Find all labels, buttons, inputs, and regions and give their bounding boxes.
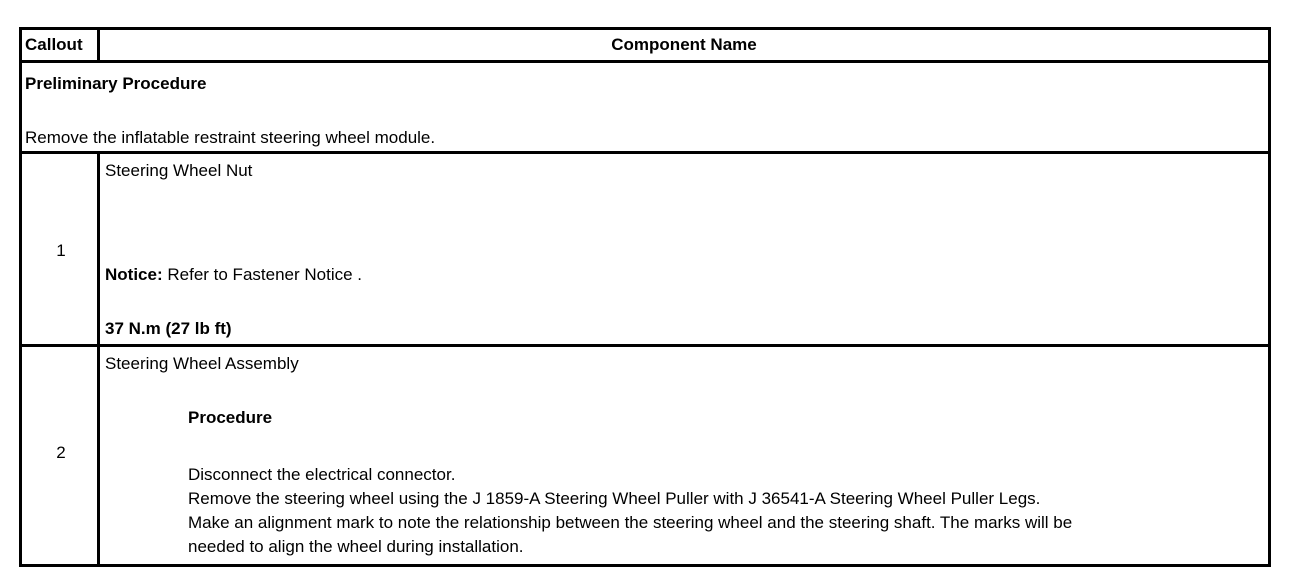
header-name-cell xyxy=(100,30,1268,60)
header-callout-cell xyxy=(22,30,100,60)
callout-cell xyxy=(22,347,100,564)
procedure-step: needed to align the wheel during installation. xyxy=(188,537,524,556)
table-header-row xyxy=(22,30,1268,63)
table-row xyxy=(22,154,1268,347)
notice-line xyxy=(105,265,362,285)
procedure-step: Disconnect the electrical connector. xyxy=(188,465,456,484)
component-cell xyxy=(100,347,1268,564)
preliminary-procedure-row xyxy=(22,63,1268,154)
preliminary-procedure-title: Preliminary Procedure xyxy=(25,74,207,93)
component-cell xyxy=(100,154,1268,344)
preliminary-procedure-text: Remove the inflatable restraint steering wheel module. xyxy=(25,128,436,147)
callout-number: 2 xyxy=(56,443,66,462)
header-callout-label: Callout xyxy=(25,35,83,54)
notice-text: Refer to Fastener Notice . xyxy=(167,265,362,284)
table-row xyxy=(22,347,1268,564)
callout-number: 1 xyxy=(56,241,66,260)
callout-cell xyxy=(22,154,100,344)
header-component-name-label: Component Name xyxy=(611,35,757,54)
component-name: Steering Wheel Nut xyxy=(105,161,253,180)
procedure-steps xyxy=(188,463,1270,559)
component-name: Steering Wheel Assembly xyxy=(105,354,299,373)
notice-label: Notice: xyxy=(105,265,163,284)
procedure-step: Remove the steering wheel using the J 1859-A Steering Wheel Puller with J 36541-A Steering Wheel Puller Legs. xyxy=(188,489,1041,508)
procedure-step: Make an alignment mark to note the relationship between the steering wheel and the steering shaft. The marks will be xyxy=(188,513,1073,532)
torque-spec: 37 N.m (27 lb ft) xyxy=(105,319,232,338)
procedure-title: Procedure xyxy=(188,408,273,427)
component-table xyxy=(19,27,1271,567)
